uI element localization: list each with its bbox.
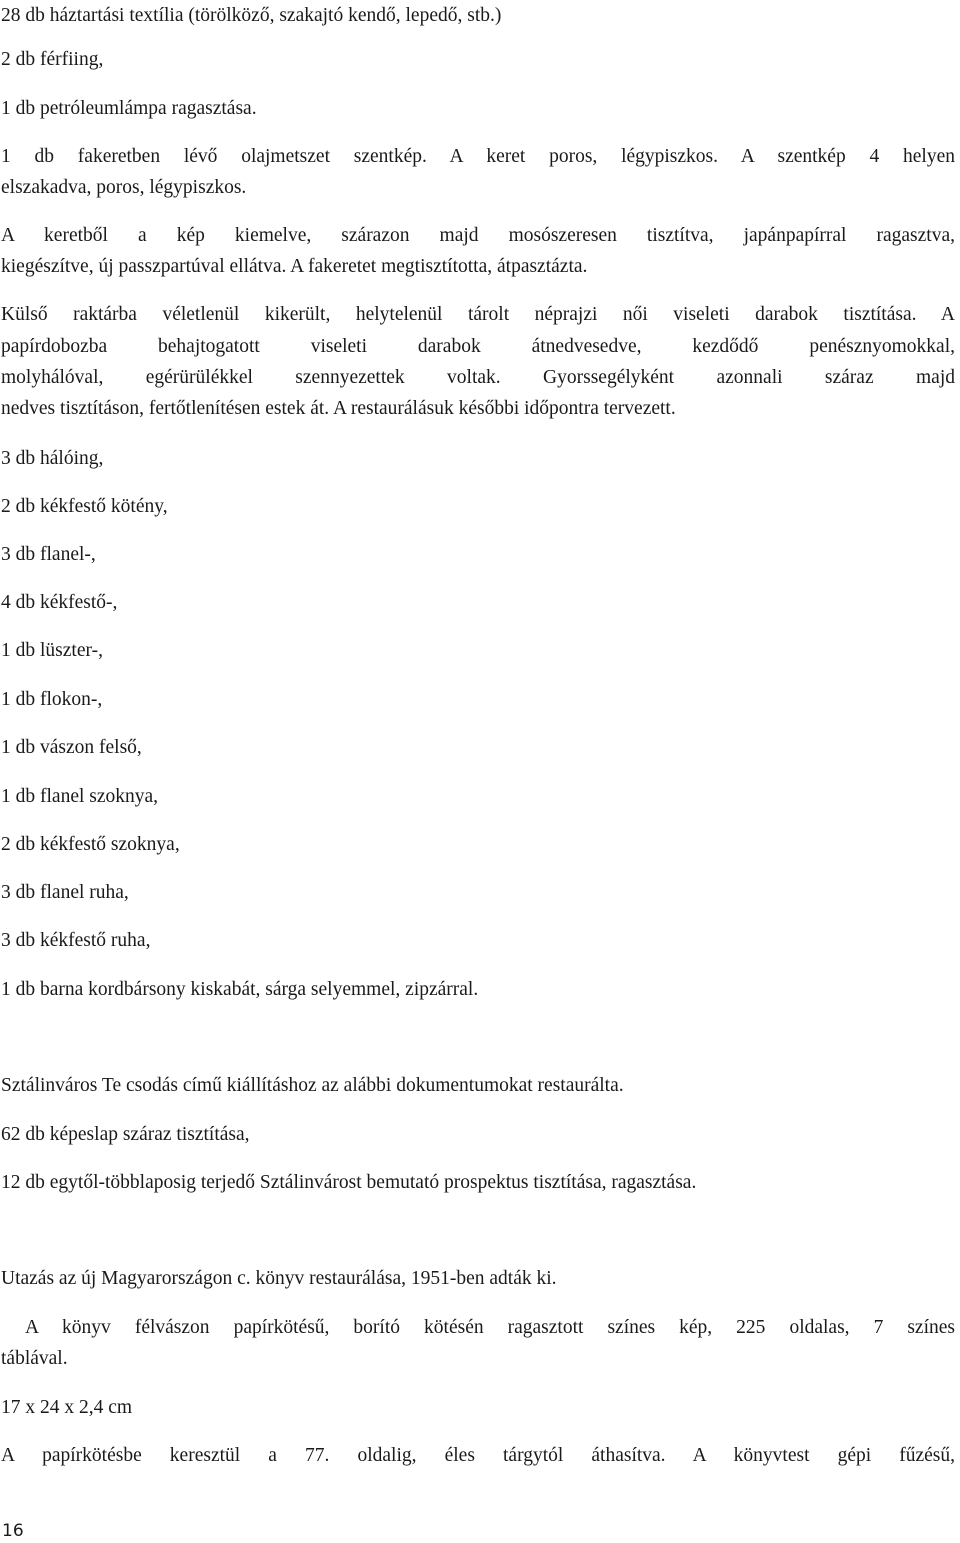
text-line-book-binding-1: A könyv félvászon papírkötésű, borító kötésén ragasztott színes kép, 225 oldalas, 7 színes <box>1 1317 955 1338</box>
text-line-book-title: Utazás az új Magyarországon c. könyv restaurálása, 1951-ben adták ki. <box>1 1268 557 1289</box>
list-item: 1 db flokon-, <box>1 689 103 710</box>
text-line-postcards: 62 db képeslap száraz tisztítása, <box>1 1124 250 1145</box>
list-item: 1 db flanel szoknya, <box>1 786 159 807</box>
text-line-book-binding-2: táblával. <box>1 1348 68 1369</box>
list-item: 3 db flanel-, <box>1 544 96 565</box>
text-line-frame-treatment-2: kiegészítve, új passzpartúval ellátva. A fakeretet megtisztította, átpasztázta. <box>1 256 588 277</box>
text-line-folk-costumes-2: papírdobozba behajtogatott viseleti darabok átnedvesedve, kezdődő penésznyomokkal, <box>1 336 955 357</box>
list-item: 3 db hálóing, <box>1 448 104 469</box>
list-item: 3 db kékfestő ruha, <box>1 930 151 951</box>
text-line-icon-frame-2: elszakadva, poros, légypiszkos. <box>1 177 247 198</box>
text-line-household-textiles: 28 db háztartási textília (törölköző, szakajtó kendő, lepedő, stb.) <box>1 5 502 26</box>
text-line-mens-shirts: 2 db férfiing, <box>1 49 104 70</box>
text-line-icon-frame-1: 1 db fakeretben lévő olajmetszet szentkép. A keret poros, légypiszkos. A szentkép 4 helyen <box>1 146 955 167</box>
text-line-folk-costumes-4: nedves tisztításon, fertőtlenítésen estek át. A restaurálásuk későbbi időpontra tervezett. <box>1 398 676 419</box>
text-line-exhibition: Sztálinváros Te csodás című kiállításhoz az alábbi dokumentumokat restaurálta. <box>1 1075 624 1096</box>
list-item: 1 db vászon felső, <box>1 737 142 758</box>
page-number: 16 <box>2 1521 24 1541</box>
list-item: 2 db kékfestő kötény, <box>1 496 168 517</box>
text-line-prospectus: 12 db egytől-többlaposig terjedő Sztálinvárost bemutató prospektus tisztítása, ragasztása. <box>1 1172 697 1193</box>
list-item: 4 db kékfestő-, <box>1 592 118 613</box>
list-item: 1 db lüszter-, <box>1 640 103 661</box>
text-line-frame-treatment-1: A keretből a kép kiemelve, szárazon majd mosószeresen tisztítva, japánpapírral ragasztva, <box>1 225 955 246</box>
list-item: 2 db kékfestő szoknya, <box>1 834 180 855</box>
text-line-petroleum-lamp: 1 db petróleumlámpa ragasztása. <box>1 98 257 119</box>
text-line-folk-costumes-1: Külső raktárba véletlenül kikerült, helytelenül tárolt néprajzi női viseleti darabok tisztítása. A <box>1 304 955 325</box>
list-item: 3 db flanel ruha, <box>1 882 129 903</box>
text-line-book-damage: A papírkötésbe keresztül a 77. oldalig, éles tárgytól áthasítva. A könyvtest gépi fűzésű, <box>1 1445 955 1466</box>
text-line-book-dimensions: 17 x 24 x 2,4 cm <box>1 1397 133 1418</box>
list-item: 1 db barna kordbársony kiskabát, sárga selyemmel, zipzárral. <box>1 979 479 1000</box>
text-line-folk-costumes-3: molyhálóval, egérürülékkel szennyezettek voltak. Gyorssegélyként azonnali száraz majd <box>1 367 955 388</box>
